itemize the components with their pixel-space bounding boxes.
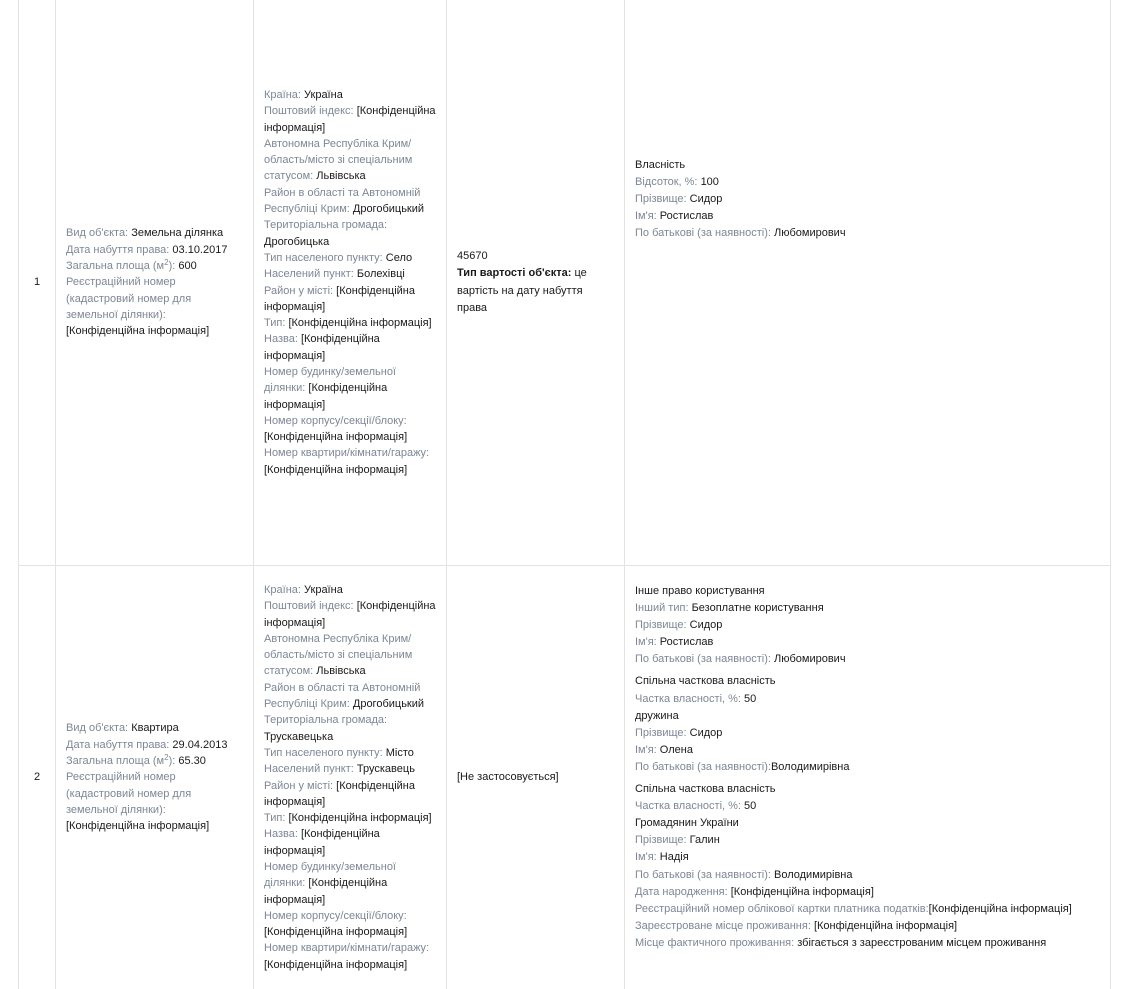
district-label: Район в області та Автономній: [264, 185, 436, 201]
house-number-value: інформація]: [264, 892, 436, 908]
settlement-value: Трускавець: [357, 763, 415, 775]
community-value: Дрогобицька: [264, 234, 436, 250]
city-district-value: інформація]: [264, 299, 436, 315]
street-name-value: [Конфіденційна: [301, 333, 380, 345]
property-table: [18, 0, 1111, 989]
first-name-value: Надія: [660, 851, 689, 863]
district-label: Республіці Крим:: [264, 698, 350, 710]
tax-number-label: Реєстраційний номер облікової картки платника податків:: [635, 903, 929, 915]
district-value: Дрогобицький: [353, 203, 424, 215]
value-type-value: це: [574, 267, 586, 279]
building-label: Номер корпусу/секції/блоку:: [264, 908, 436, 924]
address-cell: [254, 0, 447, 566]
first-name-label: Ім'я:: [635, 210, 657, 222]
house-number-label: Номер будинку/земельної: [264, 364, 436, 380]
object-type-value: Земельна ділянка: [131, 227, 223, 239]
street-type-label: Тип:: [264, 317, 285, 329]
share-label: Частка власності, %:: [635, 693, 741, 705]
surname-value: Галин: [690, 834, 720, 846]
first-name-label: Ім'я:: [635, 636, 657, 648]
value-cell: [447, 0, 625, 566]
value-cell: [447, 566, 625, 989]
registered-address-label: Зареєстроване місце проживання:: [635, 920, 811, 932]
surname-label: Прізвище:: [635, 619, 687, 631]
postal-code-label: Поштовий індекс:: [264, 600, 354, 612]
patronymic-value: Любомирович: [774, 227, 846, 239]
country-label: Країна:: [264, 89, 301, 101]
building-value: [Конфіденційна інформація]: [264, 429, 436, 445]
tax-number-value: [Конфіденційна інформація]: [929, 903, 1072, 915]
settlement-value: Болехівці: [357, 268, 405, 280]
value-type-value: права: [457, 300, 614, 317]
other-type-value: Безоплатне користування: [692, 602, 824, 614]
building-label: Номер корпусу/секції/блоку:: [264, 413, 436, 429]
community-label: Територіальна громада:: [264, 712, 436, 728]
share-value: 50: [744, 693, 756, 705]
first-name-value: Олена: [660, 744, 693, 756]
house-number-label: ділянки:: [264, 382, 305, 394]
object-cell: [56, 566, 254, 989]
registered-address-value: [Конфіденційна інформація]: [814, 920, 957, 932]
surname-value: Сидор: [690, 193, 723, 205]
acquire-date-label: Дата набуття права:: [66, 739, 169, 751]
country-value: Україна: [304, 89, 343, 101]
right-type: Спільна часткова власність: [635, 781, 1100, 798]
city-district-label: Район у місті:: [264, 285, 333, 297]
object-value-text: [Не застосовується]: [457, 769, 614, 785]
actual-address-label: Місце фактичного проживання:: [635, 937, 794, 949]
region-label: статусом:: [264, 665, 313, 677]
postal-code-label: Поштовий індекс:: [264, 105, 354, 117]
share-label: Частка власності, %:: [635, 800, 741, 812]
reg-number-label: (кадастровий номер для: [66, 786, 243, 802]
reg-number-label: Реєстраційний номер: [66, 274, 243, 290]
reg-number-label: земельної ділянки):: [66, 802, 243, 818]
settlement-type-label: Тип населеного пункту:: [264, 252, 383, 264]
street-type-value: [Конфіденційна інформація]: [288, 317, 431, 329]
surname-value: Сидор: [690, 727, 723, 739]
region-value: Львівська: [316, 665, 365, 677]
percent-value: 100: [701, 176, 719, 188]
acquire-date-label: Дата набуття права:: [66, 244, 169, 256]
country-label: Країна:: [264, 584, 301, 596]
settlement-label: Населений пункт:: [264, 268, 354, 280]
settlement-type-label: Тип населеного пункту:: [264, 747, 383, 759]
city-district-value: інформація]: [264, 794, 436, 810]
acquire-date-value: 03.10.2017: [172, 244, 227, 256]
acquire-date-value: 29.04.2013: [172, 739, 227, 751]
other-type-label: Інший тип:: [635, 602, 689, 614]
patronymic-value: Любомирович: [774, 653, 846, 665]
object-value-amount: 45670: [457, 248, 614, 265]
postal-code-value: [Конфіденційна: [357, 600, 436, 612]
apartment-value: [Конфіденційна інформація]: [264, 462, 436, 478]
object-cell: [56, 0, 254, 566]
city-district-value: [Конфіденційна: [336, 780, 415, 792]
surname-label: Прізвище:: [635, 193, 687, 205]
object-type-value: Квартира: [131, 722, 179, 734]
area-value: 600: [178, 260, 196, 272]
street-name-value: інформація]: [264, 843, 436, 859]
house-number-label: Номер будинку/земельної: [264, 859, 436, 875]
postal-code-value: [Конфіденційна: [357, 105, 436, 117]
reg-number-label: Реєстраційний номер: [66, 769, 243, 785]
surname-label: Прізвище:: [635, 727, 687, 739]
reg-number-label: (кадастровий номер для: [66, 291, 243, 307]
house-number-label: ділянки:: [264, 877, 305, 889]
area-label: Загальна площа $(м^2)$:: [66, 260, 175, 272]
building-value: [Конфіденційна інформація]: [264, 924, 436, 940]
area-label: Загальна площа $(м^2)$:: [66, 755, 175, 767]
region-label: область/місто зі спеціальним: [264, 152, 436, 168]
house-number-value: інформація]: [264, 397, 436, 413]
reg-number-value: [Конфіденційна інформація]: [66, 323, 243, 339]
row-number: 2: [19, 566, 56, 989]
house-number-value: [Конфіденційна: [308, 877, 387, 889]
region-value: Львівська: [316, 170, 365, 182]
table-row: [19, 0, 1111, 566]
district-value: Дрогобицький: [353, 698, 424, 710]
postal-code-value: інформація]: [264, 120, 436, 136]
district-label: Республіці Крим:: [264, 203, 350, 215]
share-value: 50: [744, 800, 756, 812]
first-name-label: Ім'я:: [635, 744, 657, 756]
value-type-value: вартість на дату набуття: [457, 283, 614, 300]
house-number-value: [Конфіденційна: [308, 382, 387, 394]
object-type-label: Вид об'єкта:: [66, 227, 128, 239]
row-number: 1: [19, 0, 56, 566]
reg-number-value: [Конфіденційна інформація]: [66, 818, 243, 834]
right-type: Спільна часткова власність: [635, 673, 1100, 690]
actual-address-value: збігається з зареєстрованим місцем проживання: [797, 937, 1046, 949]
street-name-label: Назва:: [264, 333, 298, 345]
rights-cell: [625, 0, 1111, 566]
surname-value: Сидор: [690, 619, 723, 631]
patronymic-label: По батькові (за наявності):: [635, 227, 771, 239]
country-value: Україна: [304, 584, 343, 596]
address-cell: [254, 566, 447, 989]
street-name-value: інформація]: [264, 348, 436, 364]
apartment-label: Номер квартири/кімнати/гаражу:: [264, 445, 436, 461]
settlement-label: Населений пункт:: [264, 763, 354, 775]
right-type: Інше право користування: [635, 583, 1100, 600]
relation-value: дружина: [635, 708, 1100, 725]
apartment-value: [Конфіденційна інформація]: [264, 957, 436, 973]
birth-date-label: Дата народження:: [635, 886, 728, 898]
patronymic-label: По батькові (за наявності):: [635, 869, 771, 881]
street-type-value: [Конфіденційна інформація]: [288, 812, 431, 824]
community-label: Територіальна громада:: [264, 217, 436, 233]
right-type: Власність: [635, 157, 1100, 174]
rights-cell: [625, 566, 1111, 989]
postal-code-value: інформація]: [264, 615, 436, 631]
region-label: Автономна Республіка Крим/: [264, 631, 436, 647]
street-type-label: Тип:: [264, 812, 285, 824]
settlement-type-value: Село: [386, 252, 412, 264]
surname-label: Прізвище:: [635, 834, 687, 846]
citizenship-value: Громадянин України: [635, 815, 1100, 832]
region-label: Автономна Республіка Крим/: [264, 136, 436, 152]
first-name-label: Ім'я:: [635, 851, 657, 863]
first-name-value: Ростислав: [660, 210, 714, 222]
first-name-value: Ростислав: [660, 636, 714, 648]
value-type-label: Тип вартості об'єкта:: [457, 267, 571, 279]
settlement-type-value: Місто: [386, 747, 414, 759]
table-row: [19, 566, 1111, 989]
patronymic-label: По батькові (за наявності):: [635, 761, 771, 773]
street-name-value: [Конфіденційна: [301, 828, 380, 840]
region-label: область/місто зі спеціальним: [264, 647, 436, 663]
patronymic-label: По батькові (за наявності):: [635, 653, 771, 665]
area-value: 65.30: [178, 755, 206, 767]
patronymic-value: Володимирівна: [774, 869, 853, 881]
percent-label: Відсоток, %:: [635, 176, 698, 188]
district-label: Район в області та Автономній: [264, 680, 436, 696]
street-name-label: Назва:: [264, 828, 298, 840]
patronymic-value: Володимирівна: [771, 761, 850, 773]
city-district-value: [Конфіденційна: [336, 285, 415, 297]
apartment-label: Номер квартири/кімнати/гаражу:: [264, 940, 436, 956]
region-label: статусом:: [264, 170, 313, 182]
city-district-label: Район у місті:: [264, 780, 333, 792]
birth-date-value: [Конфіденційна інформація]: [731, 886, 874, 898]
reg-number-label: земельної ділянки):: [66, 307, 243, 323]
object-type-label: Вид об'єкта:: [66, 722, 128, 734]
community-value: Трускавецька: [264, 729, 436, 745]
